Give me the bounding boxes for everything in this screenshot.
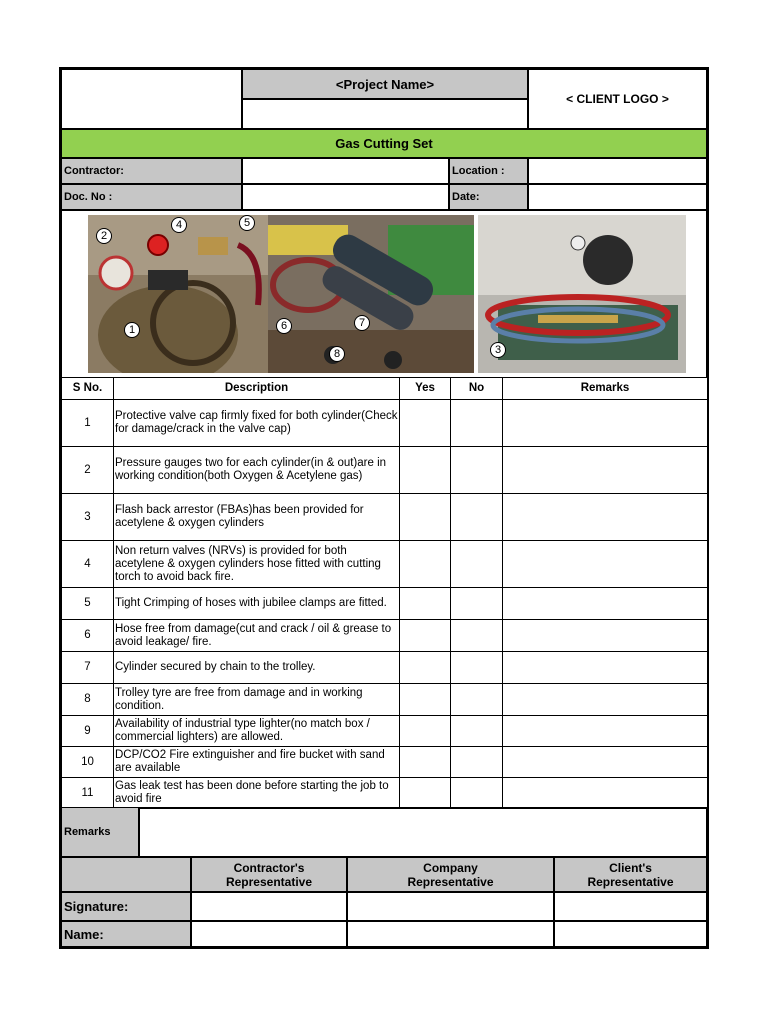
row-yes-cell[interactable] [400,400,451,447]
row-description: Hose free from damage(cut and crack / oil & grease to avoid leakage/ fire. [114,620,400,652]
table-row [62,447,708,494]
row-sno: 5 [62,588,114,620]
company-name-field[interactable] [347,921,554,947]
signature-label: Signature: [61,892,191,921]
row-no-cell[interactable] [451,447,503,494]
row-remarks-cell[interactable] [503,716,708,747]
client-name-field[interactable] [554,921,707,947]
trolley-illustration [268,215,474,373]
row-remarks-cell[interactable] [503,620,708,652]
row-sno: 6 [62,620,114,652]
row-no-cell[interactable] [451,494,503,541]
col-description: Description [114,378,400,400]
row-yes-cell[interactable] [400,778,451,809]
col-yes: Yes [400,378,451,400]
date-field[interactable] [528,184,707,210]
row-description: Trolley tyre are free from damage and in working condition. [114,684,400,716]
client-signature-field[interactable] [554,892,707,921]
row-description: Pressure gauges two for each cylinder(in & out)are in working condition(both Oxygen & Acetylene gas) [114,447,400,494]
row-no-cell[interactable] [451,778,503,809]
cylinder-illustration [88,215,268,373]
photo-trolley-hoses [268,215,474,373]
row-yes-cell[interactable] [400,716,451,747]
callout-2: 2 [96,228,112,244]
row-yes-cell[interactable] [400,541,451,588]
photo-torch-hoses [478,215,686,373]
table-row [62,652,708,684]
callout-3: 3 [490,342,506,358]
row-remarks-cell[interactable] [503,652,708,684]
row-no-cell[interactable] [451,716,503,747]
row-yes-cell[interactable] [400,620,451,652]
col-remarks: Remarks [503,378,708,400]
row-no-cell[interactable] [451,747,503,778]
callout-6: 6 [276,318,292,334]
row-remarks-cell[interactable] [503,541,708,588]
signoff-header-blank [61,857,191,892]
contractor-field[interactable] [242,158,449,184]
company-rep-header: Company Representative [347,857,554,892]
remarks-label: Remarks [61,807,139,857]
row-yes-cell[interactable] [400,652,451,684]
table-row [62,400,708,447]
row-sno: 2 [62,447,114,494]
row-yes-cell[interactable] [400,684,451,716]
torch-illustration [478,215,686,373]
doc-no-label: Doc. No : [61,184,242,210]
table-row [62,747,708,778]
row-sno: 8 [62,684,114,716]
row-no-cell[interactable] [451,620,503,652]
row-description: Availability of industrial type lighter(no match box / commercial lighters) are allowed. [114,716,400,747]
row-sno: 7 [62,652,114,684]
callout-5: 5 [239,215,255,231]
location-label: Location : [449,158,528,184]
table-row [62,494,708,541]
row-description: Non return valves (NRVs) is provided for both acetylene & oxygen cylinders hose fitted with cutting torch to avoid back fire. [114,541,400,588]
row-description: Protective valve cap firmly fixed for both cylinder(Check for damage/crack in the valve cap) [114,400,400,447]
row-remarks-cell[interactable] [503,400,708,447]
project-name-value[interactable] [242,99,528,129]
row-sno: 3 [62,494,114,541]
row-remarks-cell[interactable] [503,778,708,809]
callout-8: 8 [329,346,345,362]
location-field[interactable] [528,158,707,184]
row-description: Flash back arrestor (FBAs)has been provided for acetylene & oxygen cylinders [114,494,400,541]
gas-cutting-checklist-form [59,67,709,949]
contractor-label: Contractor: [61,158,242,184]
remarks-field[interactable] [139,807,707,857]
row-sno: 1 [62,400,114,447]
table-row [62,716,708,747]
client-logo-placeholder: < CLIENT LOGO > [528,69,707,129]
table-row [62,541,708,588]
row-description: Gas leak test has been done before starting the job to avoid fire [114,778,400,809]
contractor-signature-field[interactable] [191,892,347,921]
company-signature-field[interactable] [347,892,554,921]
row-description: DCP/CO2 Fire extinguisher and fire bucket with sand are available [114,747,400,778]
project-name: <Project Name> [242,69,528,99]
checklist-table [61,377,708,809]
row-yes-cell[interactable] [400,447,451,494]
row-sno: 10 [62,747,114,778]
doc-no-field[interactable] [242,184,449,210]
checklist-header-row [62,378,708,400]
row-remarks-cell[interactable] [503,494,708,541]
row-yes-cell[interactable] [400,494,451,541]
row-sno: 9 [62,716,114,747]
photo-section [61,210,707,378]
row-no-cell[interactable] [451,588,503,620]
row-description: Cylinder secured by chain to the trolley. [114,652,400,684]
name-label: Name: [61,921,191,947]
row-remarks-cell[interactable] [503,588,708,620]
header-blank-left [61,69,242,129]
table-row [62,684,708,716]
col-sno: S No. [62,378,114,400]
row-no-cell[interactable] [451,684,503,716]
row-no-cell[interactable] [451,400,503,447]
row-remarks-cell[interactable] [503,447,708,494]
table-row [62,588,708,620]
row-no-cell[interactable] [451,541,503,588]
client-rep-header: Client's Representative [554,857,707,892]
contractor-name-field[interactable] [191,921,347,947]
date-label: Date: [449,184,528,210]
callout-1: 1 [124,322,140,338]
callout-4: 4 [171,217,187,233]
col-no: No [451,378,503,400]
row-sno: 4 [62,541,114,588]
row-description: Tight Crimping of hoses with jubilee clamps are fitted. [114,588,400,620]
row-yes-cell[interactable] [400,747,451,778]
row-remarks-cell[interactable] [503,747,708,778]
row-sno: 11 [62,778,114,809]
row-yes-cell[interactable] [400,588,451,620]
photo-cylinder-regulators [88,215,268,373]
contractor-rep-header: Contractor's Representative [191,857,347,892]
callout-7: 7 [354,315,370,331]
form-title: Gas Cutting Set [61,129,707,158]
row-remarks-cell[interactable] [503,684,708,716]
table-row [62,620,708,652]
row-no-cell[interactable] [451,652,503,684]
table-row [62,778,708,809]
